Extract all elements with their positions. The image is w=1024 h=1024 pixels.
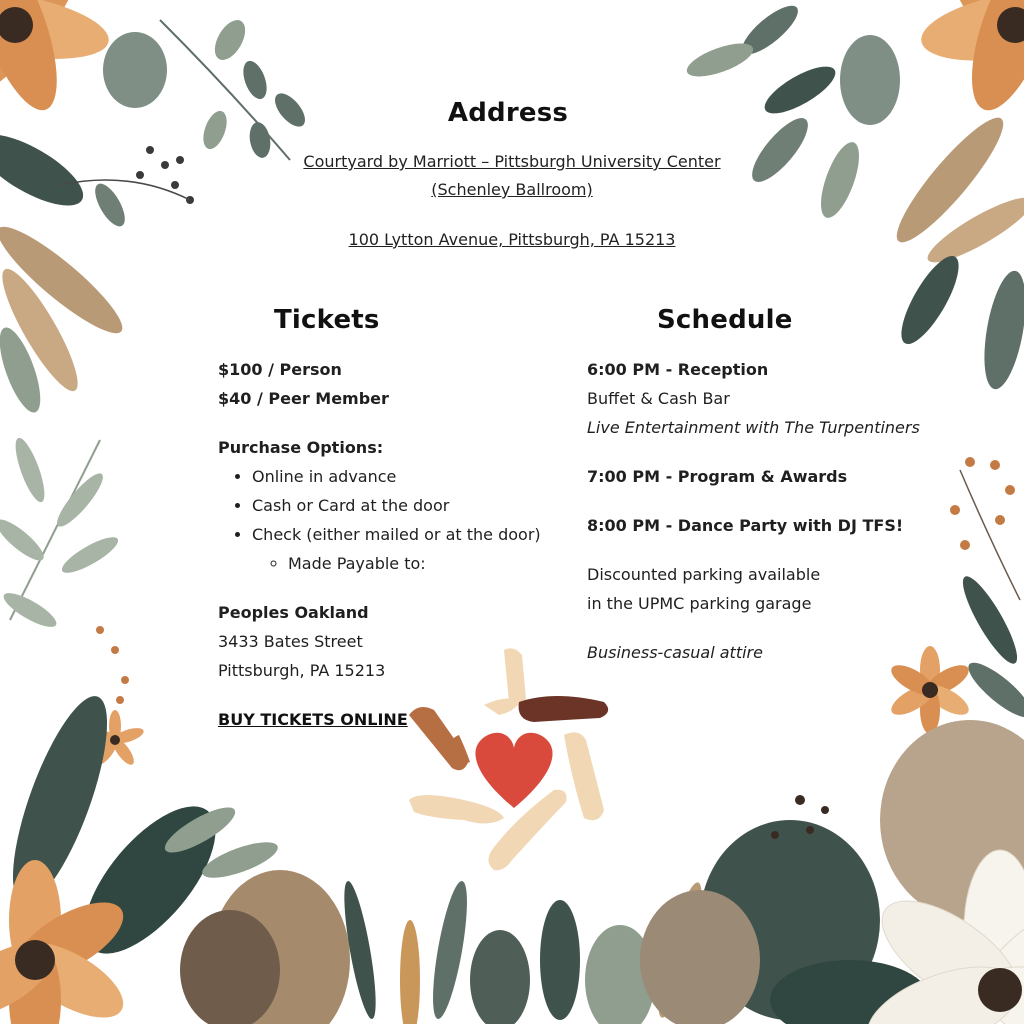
- venue-name-link[interactable]: Courtyard by Marriott – Pittsburgh University Center: [303, 152, 721, 171]
- address-heading: Address: [447, 98, 569, 128]
- parking-info-line1: Discounted parking available: [587, 565, 821, 584]
- hands-heart-icon: [404, 640, 624, 880]
- schedule-program: 7:00 PM - Program & Awards: [587, 467, 848, 486]
- schedule-buffet: Buffet & Cash Bar: [587, 389, 730, 408]
- purchase-options-list: [218, 462, 558, 578]
- payee-street: 3433 Bates Street: [218, 632, 363, 651]
- schedule-dance: 8:00 PM - Dance Party with DJ TFS!: [587, 516, 904, 535]
- payee-name: Peoples Oakland: [218, 603, 369, 622]
- price-peer-member: $40 / Peer Member: [218, 389, 389, 408]
- tickets-heading: Tickets: [274, 305, 380, 335]
- purchase-option-check: [252, 520, 558, 578]
- schedule-reception: 6:00 PM - Reception: [587, 360, 769, 379]
- attire-note: Business-casual attire: [587, 643, 763, 662]
- purchase-option-online: • Online in advance: [252, 462, 558, 491]
- check-payable-to: ◦ Made Payable to:: [288, 549, 558, 578]
- purchase-options-heading: Purchase Options:: [218, 438, 384, 457]
- payee-city: Pittsburgh, PA 15213: [218, 661, 386, 680]
- venue-street-link[interactable]: 100 Lytton Avenue, Pittsburgh, PA 15213: [348, 230, 676, 249]
- purchase-option-door: • Cash or Card at the door: [252, 491, 558, 520]
- buy-tickets-online-link[interactable]: BUY TICKETS ONLINE: [218, 710, 408, 729]
- schedule-entertainment: Live Entertainment with The Turpentiners: [587, 418, 920, 437]
- venue-room-link[interactable]: (Schenley Ballroom): [431, 180, 593, 199]
- parking-info-line2: in the UPMC parking garage: [587, 594, 812, 613]
- purchase-option-check-label: Check (either mailed or at the door): [252, 525, 541, 544]
- check-sub-list: [252, 549, 558, 578]
- schedule-heading: Schedule: [657, 305, 793, 335]
- price-person: $100 / Person: [218, 360, 342, 379]
- schedule-column: [587, 355, 947, 667]
